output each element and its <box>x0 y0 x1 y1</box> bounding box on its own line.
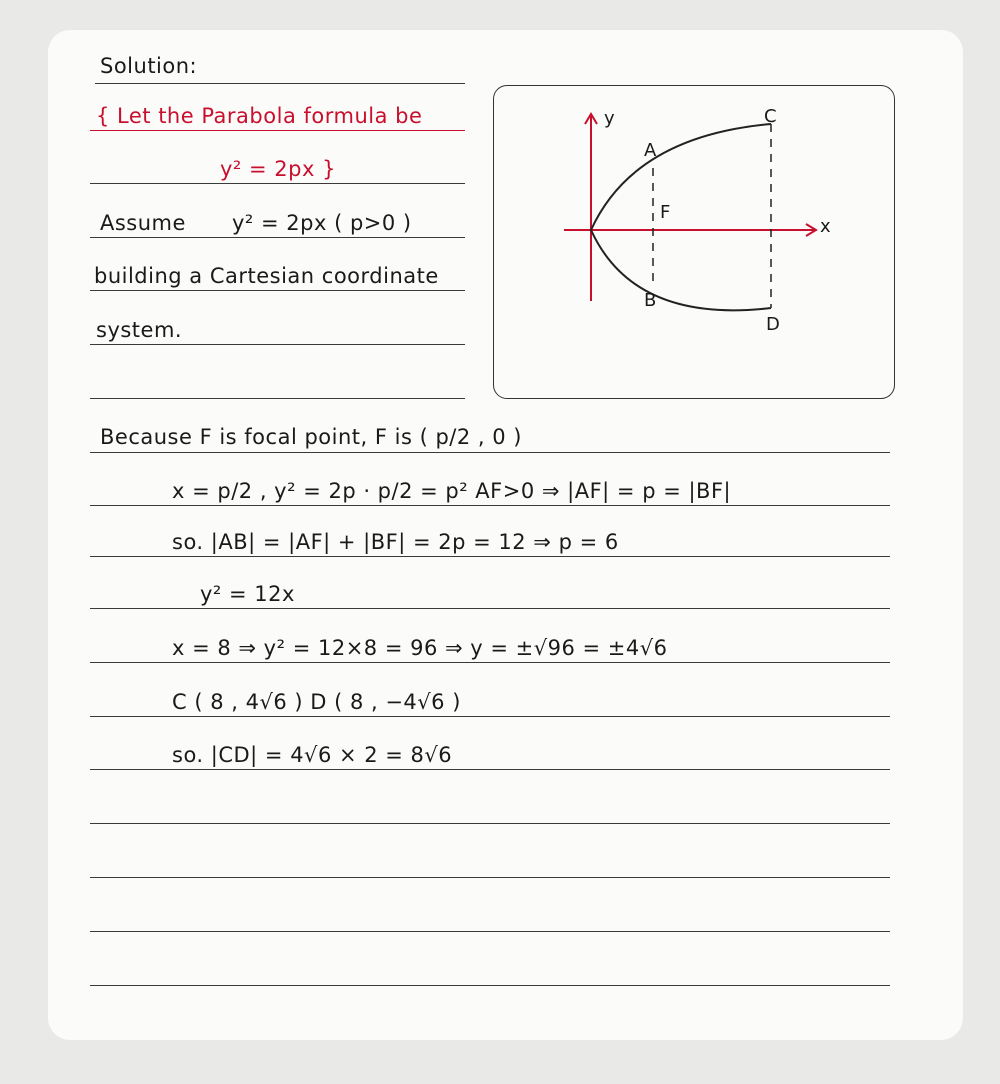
parabola-diagram <box>493 85 895 399</box>
ruled-line <box>90 985 890 986</box>
ruled-line <box>90 237 465 238</box>
solution-heading: Solution: <box>100 54 198 78</box>
solution-step: Because F is focal point, F is ( p/2 , 0 ) <box>100 425 522 449</box>
ruled-line <box>90 290 465 291</box>
assume-line: building a Cartesian coordinate <box>94 264 439 288</box>
x-axis <box>564 224 816 236</box>
ruled-line <box>90 769 890 770</box>
solution-step: so. |AB| = |AF| + |BF| = 2p = 12 ⇒ p = 6 <box>172 530 619 554</box>
ruled-line <box>90 931 890 932</box>
ruled-line <box>90 662 890 663</box>
y-axis <box>585 114 597 301</box>
solution-step: C ( 8 , 4√6 ) D ( 8 , −4√6 ) <box>172 690 461 714</box>
ruled-line <box>90 877 890 878</box>
ruled-line <box>95 83 465 84</box>
ruled-line <box>90 344 465 345</box>
focus-f-label: F <box>660 202 671 223</box>
point-a-label: A <box>644 140 657 161</box>
point-c-label: C <box>764 106 778 127</box>
x-axis-label: x <box>820 216 832 237</box>
ruled-line <box>90 398 465 399</box>
assume-label: Assume <box>100 211 186 235</box>
solution-step: so. |CD| = 4√6 × 2 = 8√6 <box>172 743 453 767</box>
solution-step: y² = 12x <box>200 582 295 606</box>
solution-step: x = p/2 , y² = 2p · p/2 = p² AF>0 ⇒ |AF| = p = |BF| <box>172 479 732 503</box>
intro-line: { Let the Parabola formula be <box>96 104 423 128</box>
intro-formula: y² = 2px } <box>220 157 336 181</box>
assume-formula: y² = 2px ( p>0 ) <box>232 211 412 235</box>
ruled-line <box>90 716 890 717</box>
ruled-line <box>90 505 890 506</box>
parabola-curve <box>591 124 771 310</box>
point-b-label: B <box>644 290 657 311</box>
ruled-line <box>90 556 890 557</box>
ruled-line <box>90 130 465 131</box>
ruled-line <box>90 183 465 184</box>
assume-line: system. <box>96 318 183 342</box>
point-d-label: D <box>766 314 781 335</box>
y-axis-label: y <box>604 108 616 129</box>
ruled-line <box>90 608 890 609</box>
solution-step: x = 8 ⇒ y² = 12×8 = 96 ⇒ y = ±√96 = ±4√6 <box>172 636 668 660</box>
ruled-line <box>90 823 890 824</box>
ruled-line <box>90 452 890 453</box>
